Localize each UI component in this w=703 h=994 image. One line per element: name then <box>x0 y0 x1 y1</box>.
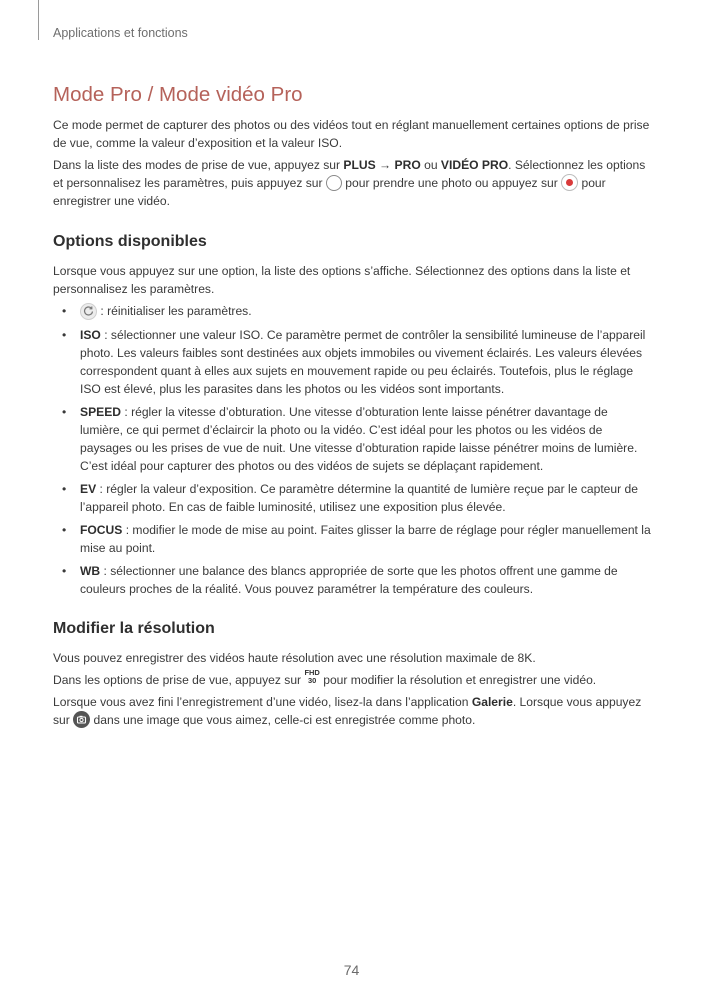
list-item: • : réinitialiser les paramètres. <box>62 304 252 319</box>
shutter-button-icon <box>326 175 342 191</box>
resolution-paragraph-3: Lorsque vous avez fini l’enregistrement d’une vidéo, lisez-la dans l’application Galerie. Lorsque vous appuyez sur dans une image que vous aimez, celle-ci est enregistrée comme photo. <box>53 694 642 727</box>
page-content <box>53 83 653 733</box>
resolution-paragraph-2: Dans les options de prise de vue, appuyez sur FHD 30 pour modifier la résolution et enregistrer une vidéo. <box>53 668 597 687</box>
header-rule <box>38 0 39 40</box>
list-item: • FOCUS : modifier le mode de mise au point. Faites glisser la barre de réglage pour régler manuellement la mise au point. <box>62 522 651 555</box>
page-number: 74 <box>343 962 360 978</box>
section-header: Applications et fonctions <box>53 26 188 40</box>
list-item: • EV : régler la valeur d’exposition. Ce paramètre détermine la quantité de lumière reçue par le capteur de l’appareil photo. En cas de faible luminosité, utilisez une exposition plus élevée. <box>62 481 638 514</box>
list-item: • WB : sélectionner une balance des blancs appropriée de sorte que les photos offrent une gamme de couleurs proches de la réalité. Vous pouvez paramétrer la température des couleurs. <box>62 563 618 596</box>
reset-icon <box>80 303 97 320</box>
options-list <box>53 302 653 597</box>
options-heading: Options disponibles <box>53 233 207 251</box>
resolution-heading: Modifier la résolution <box>53 619 215 637</box>
page-title: Mode Pro / Mode vidéo Pro <box>53 83 303 106</box>
resolution-paragraph-1: Vous pouvez enregistrer des vidéos haute résolution avec une résolution maximale de 8K. <box>53 650 536 665</box>
record-button-icon <box>561 174 578 191</box>
list-item: • ISO : sélectionner une valeur ISO. Ce paramètre permet de contrôler la sensibilité lumineuse de l’appareil photo. Les valeurs faibles sont destinées aux objets immobiles ou vivement éclairés. Les valeurs élevées correspondent quant à elles aux sujets en mouvement rapide ou peu éclairés. Toutefois, plus le réglage ISO est élevé, plus les parasites dans les photos ou les vidéos sont importants. <box>62 327 646 396</box>
list-item: • SPEED : régler la vitesse d’obturation. Une vitesse d’obturation lente laisse pénétrer davantage de lumière, ce qui permet d’éclaircir la photo ou la vidéo. C’est idéal pour les photos ou les vidéos de paysages ou les prises de vue de nuit. Une vitesse d’obturation rapide laisse pénétrer moins de lumière. C’est idéal pour capturer des photos ou des vidéos de sujets se déplaçant rapidement. <box>62 404 638 473</box>
intro-paragraph-1: Ce mode permet de capturer des photos ou des vidéos tout en réglant manuellement certaines options de prise de vue, comme la valeur d’exposition et la valeur ISO. <box>53 118 650 150</box>
resolution-fhd-icon: FHD 30 <box>304 668 320 686</box>
capture-image-icon <box>73 711 90 728</box>
options-intro: Lorsque vous appuyez sur une option, la liste des options s’affiche. Sélectionnez des options dans la liste et personnalisez les paramètres. <box>53 264 631 297</box>
intro-paragraph-2: Dans la liste des modes de prise de vue, appuyez sur PLUS → PRO ou VIDÉO PRO. Sélectionnez les options et personnalisez les paramètres, puis appuyez sur pour prendre une photo ou appuyez sur pour enregistrer une vidéo. <box>53 158 646 209</box>
